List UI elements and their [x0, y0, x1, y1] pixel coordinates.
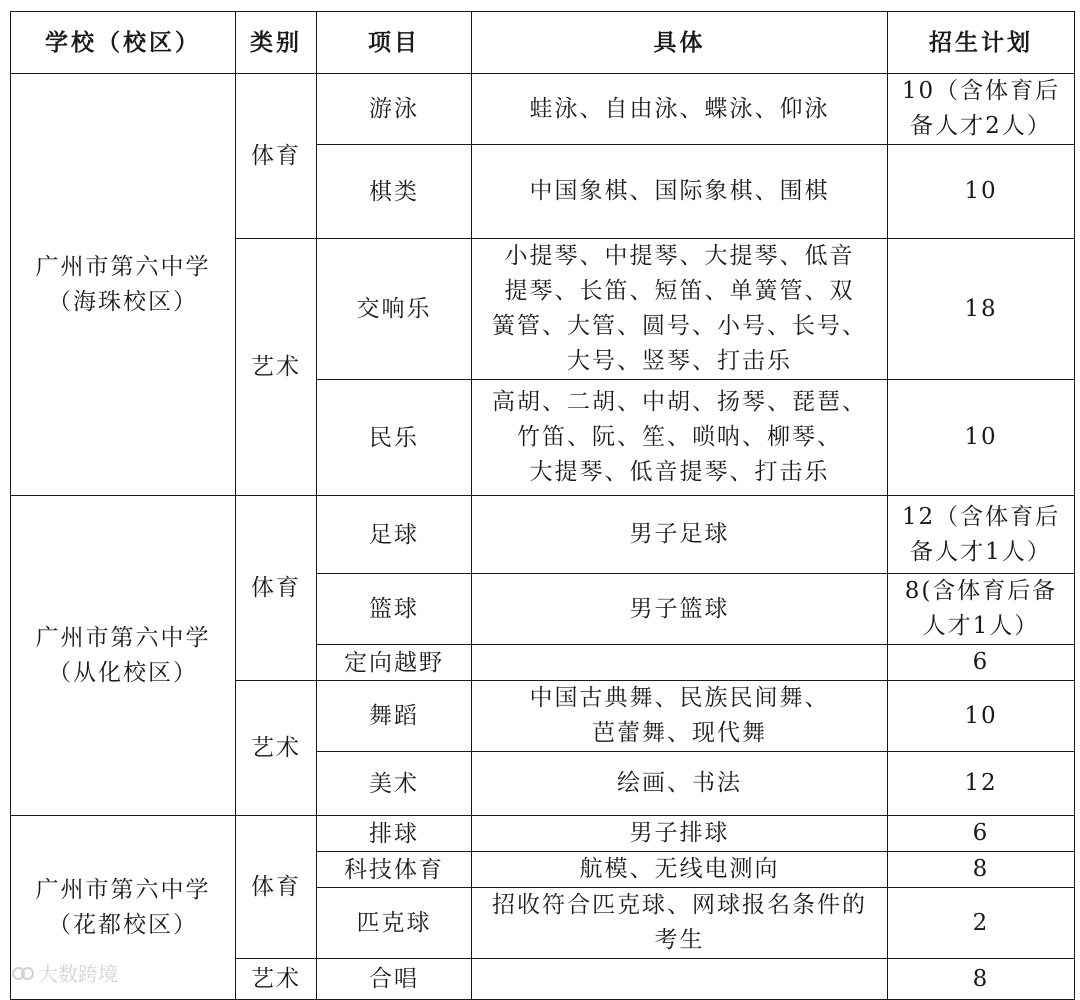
detail-cell-line: 高胡、二胡、中胡、扬琴、琵琶、 [492, 389, 867, 415]
plan-cell [888, 752, 1075, 816]
plan-cell-line: 10（含体育后 [901, 78, 1061, 104]
category-cell: 体育 [236, 496, 317, 681]
project-cell: 舞蹈 [317, 681, 472, 752]
detail-cell [472, 752, 888, 816]
plan-cell-line: 8 [972, 965, 990, 992]
plan-cell-line: 8(含体育后备 [904, 578, 1058, 604]
detail-cell [472, 74, 888, 145]
plan-cell [888, 380, 1075, 496]
plan-cell-line: 备人才1人） [910, 538, 1052, 565]
detail-cell-line: 绘画、书法 [617, 770, 742, 796]
table-row [11, 74, 1075, 145]
header-detail: 具体 [472, 12, 888, 74]
plan-cell [888, 145, 1075, 239]
plan-cell [888, 645, 1075, 681]
school-name-cell-line: 广州市第六中学 [35, 624, 211, 651]
plan-cell [888, 239, 1075, 380]
detail-cell-line: 竹笛、阮、笙、唢呐、柳琴、 [517, 424, 842, 450]
plan-cell-line: 12（含体育后 [901, 503, 1061, 530]
project-cell: 排球 [317, 816, 472, 852]
watermark-logo-icon [12, 965, 34, 981]
plan-cell-line: 2 [972, 909, 990, 936]
plan-cell-line: 10 [964, 424, 998, 450]
detail-cell [472, 380, 888, 496]
detail-cell-line: 提琴、长笛、短笛、单簧管、双 [504, 278, 855, 304]
detail-cell [472, 852, 888, 888]
table-row [11, 496, 1075, 574]
plan-cell [888, 888, 1075, 959]
header-school: 学校（校区） [11, 12, 236, 74]
project-cell: 游泳 [317, 74, 472, 145]
plan-cell [888, 74, 1075, 145]
plan-cell-line: 12 [964, 770, 998, 796]
project-cell: 合唱 [317, 959, 472, 1000]
project-cell: 定向越野 [317, 645, 472, 681]
project-cell: 篮球 [317, 574, 472, 645]
plan-cell-line: 人才1人） [922, 613, 1040, 639]
plan-cell [888, 574, 1075, 645]
detail-cell-line: 中国古典舞、民族民间舞、 [529, 685, 830, 711]
detail-cell-line: 小提琴、中提琴、大提琴、低音 [504, 243, 855, 269]
plan-cell-line: 8 [972, 856, 990, 882]
detail-cell [472, 574, 888, 645]
plan-cell-line: 18 [964, 295, 998, 322]
detail-cell [472, 888, 888, 959]
detail-cell [472, 959, 888, 1000]
category-cell: 艺术 [236, 959, 317, 1000]
plan-cell-line: 6 [972, 649, 990, 675]
plan-cell-line: 10 [964, 702, 998, 729]
project-cell: 足球 [317, 496, 472, 574]
plan-cell [888, 852, 1075, 888]
header-plan: 招生计划 [888, 12, 1075, 74]
plan-cell-line: 10 [964, 178, 998, 204]
detail-cell-line: 男子篮球 [629, 595, 730, 622]
plan-cell [888, 959, 1075, 1000]
detail-cell-line: 簧管、大管、圆号、小号、长号、 [492, 313, 867, 339]
category-cell: 体育 [236, 74, 317, 239]
detail-cell-line: 考生 [654, 927, 705, 953]
project-cell: 匹克球 [317, 888, 472, 959]
plan-cell [888, 816, 1075, 852]
detail-cell-line: 航模、无线电测向 [579, 856, 780, 882]
school-name-cell-line: 广州市第六中学 [35, 876, 211, 903]
plan-cell-line: 备人才2人） [910, 113, 1052, 139]
school-name-cell-line: 广州市第六中学 [35, 253, 211, 280]
watermark-text: 大数跨境 [38, 962, 118, 986]
detail-cell [472, 145, 888, 239]
detail-cell [472, 645, 888, 681]
table-body [11, 74, 1075, 1000]
school-name-cell-line: （海珠校区） [48, 288, 198, 315]
header-row [11, 12, 1075, 74]
detail-cell [472, 681, 888, 752]
project-cell: 民乐 [317, 380, 472, 496]
detail-cell-line: 男子足球 [629, 521, 730, 547]
table-row [11, 816, 1075, 852]
detail-cell-line: 中国象棋、国际象棋、围棋 [529, 178, 830, 204]
school-name-cell [11, 496, 236, 816]
project-cell: 交响乐 [317, 239, 472, 380]
header-project: 项目 [317, 12, 472, 74]
plan-cell [888, 681, 1075, 752]
detail-cell [472, 239, 888, 380]
category-cell: 艺术 [236, 681, 317, 816]
plan-cell [888, 496, 1075, 574]
school-name-cell-line: （花都校区） [48, 911, 198, 938]
detail-cell [472, 816, 888, 852]
detail-cell-line: 男子排球 [629, 820, 730, 846]
header-category: 类别 [236, 12, 317, 74]
detail-cell-line: 蛙泳、自由泳、蝶泳、仰泳 [529, 95, 830, 122]
watermark [12, 958, 118, 987]
plan-cell-line: 6 [972, 820, 990, 846]
category-cell: 体育 [236, 816, 317, 959]
detail-cell-line: 大提琴、低音提琴、打击乐 [529, 459, 830, 485]
school-name-cell-line: （从化校区） [48, 659, 198, 686]
project-cell: 棋类 [317, 145, 472, 239]
detail-cell-line: 大号、竖琴、打击乐 [567, 348, 792, 374]
category-cell: 艺术 [236, 239, 317, 496]
school-name-cell [11, 74, 236, 496]
detail-cell-line: 芭蕾舞、现代舞 [592, 720, 767, 746]
detail-cell [472, 496, 888, 574]
project-cell: 科技体育 [317, 852, 472, 888]
detail-cell-line: 招收符合匹克球、网球报名条件的 [492, 892, 867, 918]
enrollment-table [10, 11, 1075, 1000]
project-cell: 美术 [317, 752, 472, 816]
